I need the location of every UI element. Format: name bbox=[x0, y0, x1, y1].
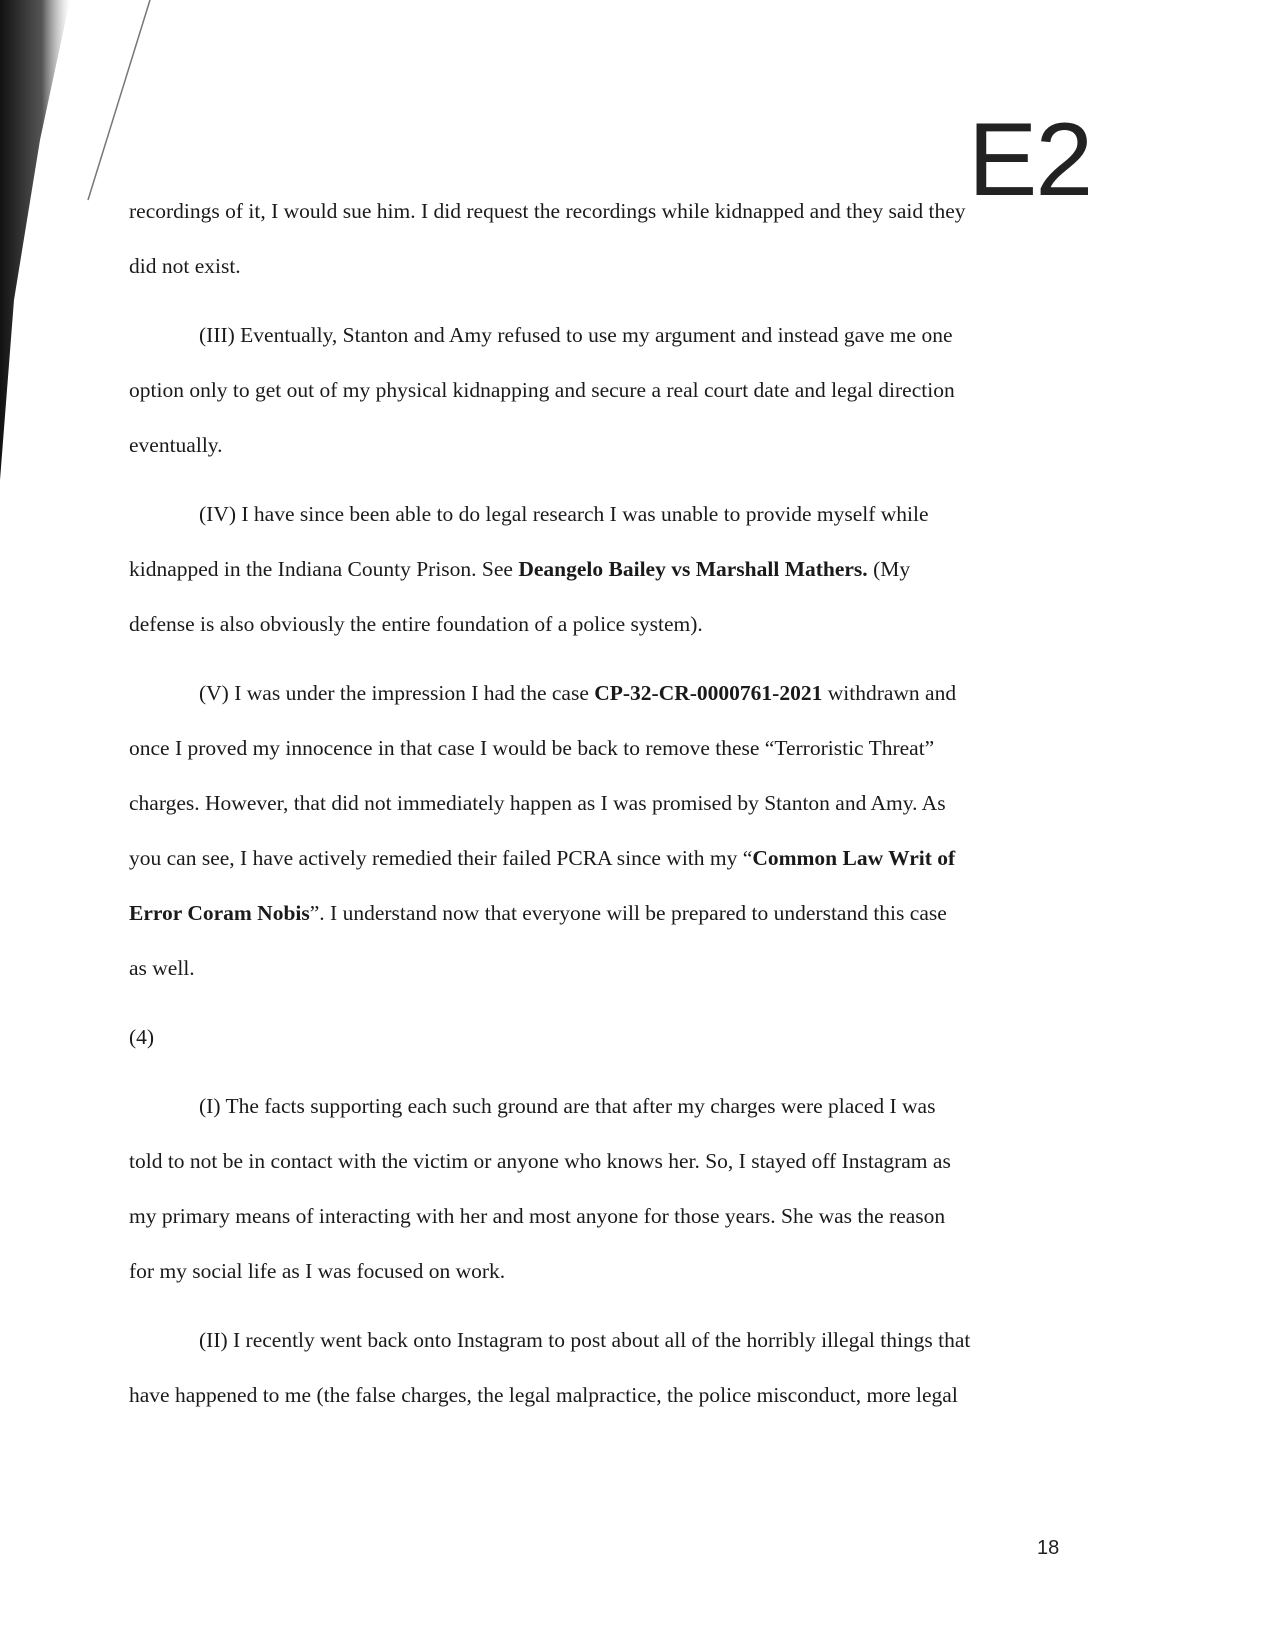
paragraph-II-start: (II) I recently went back onto Instagram to post about all of the horribly illegal things that bbox=[199, 1328, 971, 1352]
section-number: (4) bbox=[129, 1025, 155, 1049]
writ-title: Common Law Writ of bbox=[752, 846, 956, 870]
writ-title-cont: Error Coram Nobis bbox=[129, 901, 310, 925]
text-line: you can see, I have actively remedied their failed PCRA since with my “Common Law Writ of bbox=[129, 846, 956, 870]
text-line: once I proved my innocence in that case I would be back to remove these “Terroristic Threat” bbox=[129, 736, 935, 760]
text-line: for my social life as I was focused on work. bbox=[129, 1259, 506, 1283]
text-line: did not exist. bbox=[129, 254, 241, 278]
text-line: have happened to me (the false charges, the legal malpractice, the police misconduct, more legal bbox=[129, 1383, 958, 1407]
paragraph-IV-start: (IV) I have since been able to do legal research I was unable to provide myself while bbox=[199, 502, 929, 526]
paragraph-V-start: (V) I was under the impression I had the case CP-32-CR-0000761-2021 withdrawn and bbox=[199, 681, 957, 705]
case-number: CP-32-CR-0000761-2021 bbox=[594, 681, 823, 705]
page-number: 18 bbox=[1037, 1537, 1060, 1559]
text-line: my primary means of interacting with her and most anyone for those years. She was the reason bbox=[129, 1204, 946, 1228]
paragraph-III-start: (III) Eventually, Stanton and Amy refused to use my argument and instead gave me one bbox=[199, 323, 953, 347]
case-citation: Deangelo Bailey vs Marshall Mathers. bbox=[518, 557, 868, 581]
text-line: kidnapped in the Indiana County Prison. See Deangelo Bailey vs Marshall Mathers. (My bbox=[129, 557, 911, 581]
text-line: option only to get out of my physical kidnapping and secure a real court date and legal direction bbox=[129, 378, 955, 402]
text-line: defense is also obviously the entire foundation of a police system). bbox=[129, 612, 703, 636]
exhibit-label: E2 bbox=[968, 102, 1092, 218]
text-line: charges. However, that did not immediately happen as I was promised by Stanton and Amy. As bbox=[129, 791, 946, 815]
text-line: Error Coram Nobis”. I understand now that everyone will be prepared to understand this case bbox=[129, 901, 947, 925]
text-line: as well. bbox=[129, 956, 195, 980]
paragraph-I-start: (I) The facts supporting each such ground are that after my charges were placed I was bbox=[199, 1094, 936, 1118]
text-line: recordings of it, I would sue him. I did request the recordings while kidnapped and they said they bbox=[129, 199, 966, 223]
text-line: told to not be in contact with the victim or anyone who knows her. So, I stayed off Instagram as bbox=[129, 1149, 951, 1173]
text-line: eventually. bbox=[129, 433, 223, 457]
